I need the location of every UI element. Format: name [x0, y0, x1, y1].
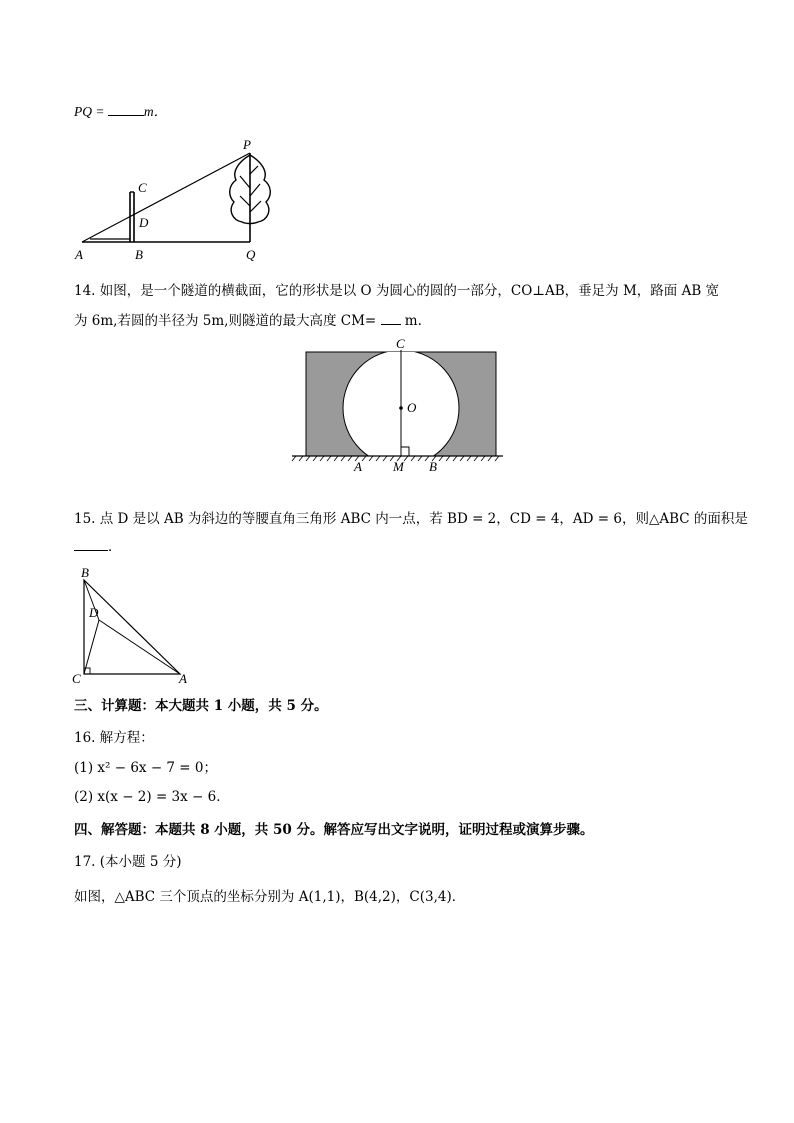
q15-label-A: A	[179, 671, 187, 686]
q14-label-O: O	[407, 400, 417, 415]
q16-item1: (1) x² − 6x − 7 = 0；	[74, 760, 218, 776]
q14-label-B: B	[429, 459, 437, 474]
q14-line1: 14. 如图，是一个隧道的横截面，它的形状是以 O 为圆心的圆的一部分，CO⊥AB，垂足为 M，路面 AB 宽	[74, 283, 720, 299]
q14-label-C: C	[396, 336, 405, 351]
q16-item2: (2) x(x − 2) = 3x − 6．	[74, 789, 230, 805]
q15-line2-suffix: ．	[108, 539, 122, 555]
q13-label-D: D	[139, 215, 149, 230]
q13-label-P: P	[243, 137, 251, 152]
q17-text: 如图，△ABC 三个顶点的坐标分别为 A(1,1)，B(4,2)，C(3,4)．	[74, 889, 466, 905]
q15-label-D: D	[89, 605, 99, 620]
q13-label-C: C	[138, 180, 147, 195]
q16-title: 16. 解方程：	[74, 730, 154, 746]
q14-line2-prefix: 为 6m,若圆的半径为 5m,则隧道的最大高度 CM=	[74, 313, 381, 329]
section4-title: 四、解答题：本题共 8 小题，共 50 分。解答应写出文字说明，证明过程或演算步骤。	[74, 822, 594, 838]
q14-label-A: A	[354, 459, 362, 474]
q13-label-B: B	[135, 247, 143, 262]
q13-answer-suffix: m．	[143, 104, 168, 119]
q15-line1: 15. 点 D 是以 AB 为斜边的等腰直角三角形 ABC 内一点，若 BD = 2，CD = 4，AD = 6，则△ABC 的面积是	[74, 511, 748, 527]
section3-title: 三、计算题：本大题共 1 小题，共 5 分。	[74, 698, 328, 714]
q13-answer-prefix: PQ =	[74, 104, 108, 119]
q13-label-A: A	[75, 247, 83, 262]
q14-label-M: M	[393, 459, 404, 474]
q14-line2-suffix: m.	[400, 313, 422, 329]
q15-label-C: C	[72, 671, 81, 686]
q13-label-Q: Q	[246, 247, 256, 262]
q15-label-B: B	[81, 565, 89, 580]
q17-title: 17. (本小题 5 分)	[74, 854, 182, 870]
